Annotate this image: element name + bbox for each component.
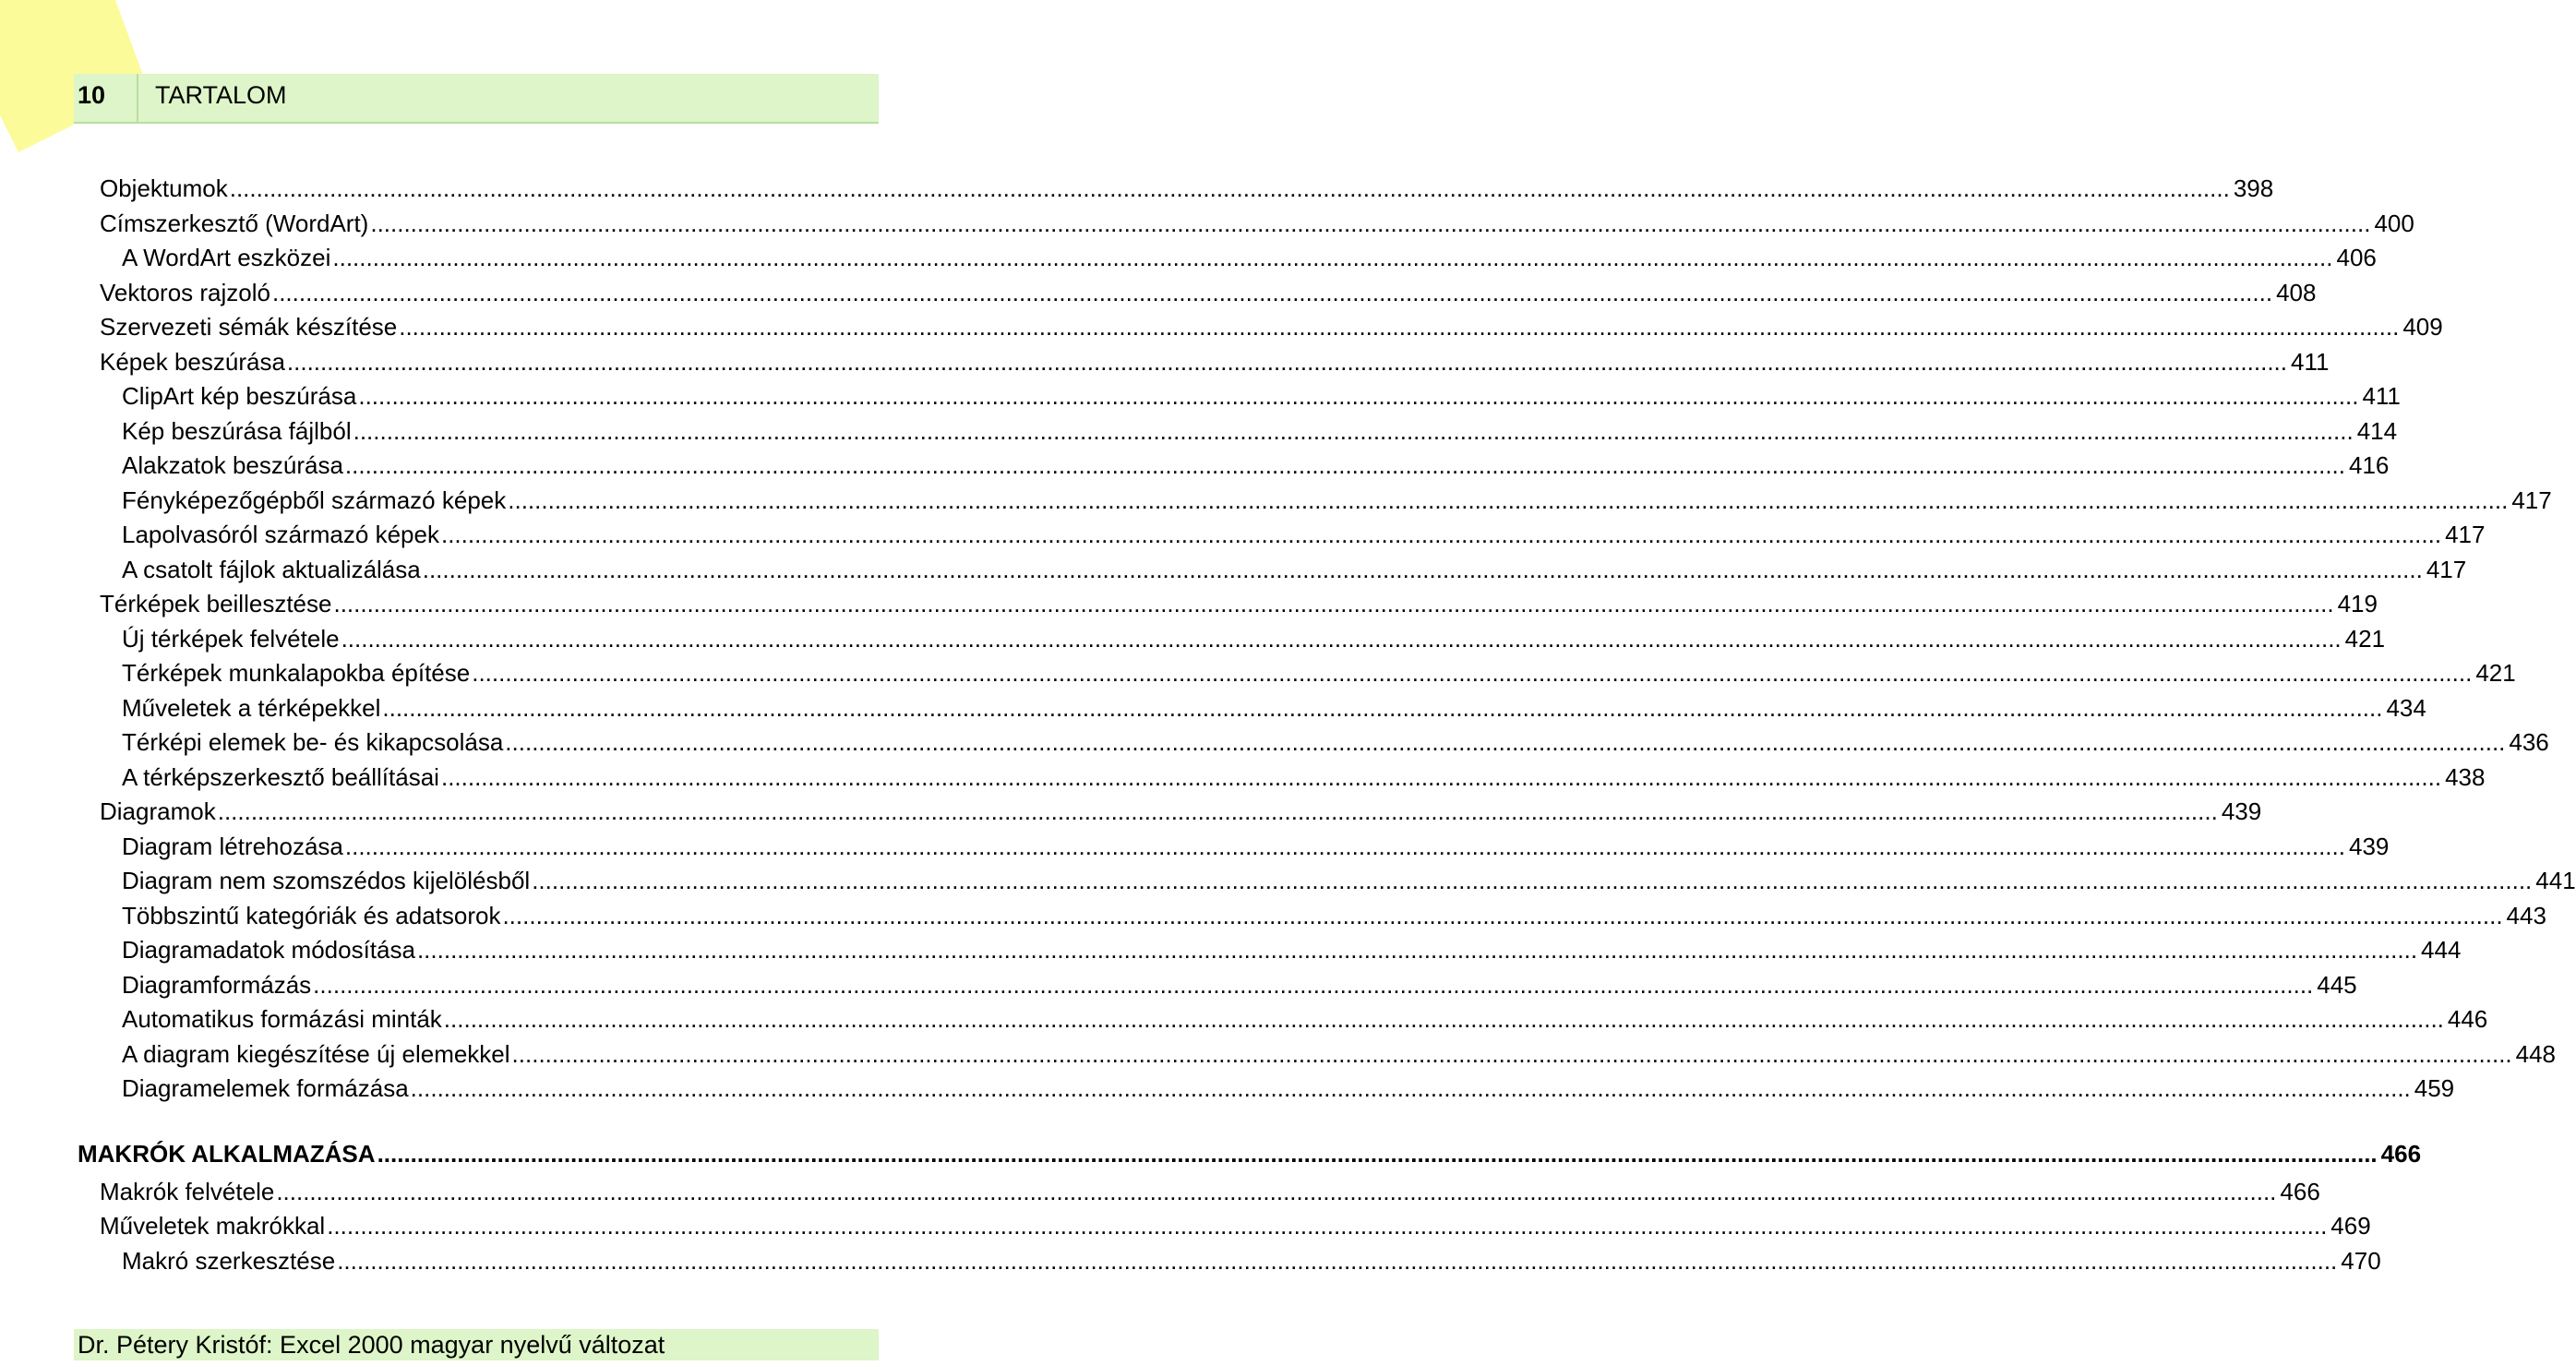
toc-leader-dots: ............................................................................................................................................................................................................................................................................................................ <box>337 1246 2338 1275</box>
toc-leader-dots: ............................................................................................................................................................................................................................................................................................................ <box>341 624 2342 653</box>
toc-entry-title: Diagram nem szomszédos kijelölésből <box>122 867 531 895</box>
toc-leader-dots: ............................................................................................................................................................................................................................................................................................................ <box>271 278 2273 306</box>
toc-entry-page: 448 <box>2515 1039 2557 1068</box>
toc-entry <box>78 310 2443 345</box>
toc-entry-page: 436 <box>2509 728 2549 757</box>
toc-entry-page: 459 <box>2414 1074 2455 1103</box>
toc-leader-dots: ............................................................................................................................................................................................................................................................................................................ <box>276 1177 2277 1205</box>
toc-entry <box>78 345 2330 380</box>
toc-entry-page: 400 <box>2374 209 2414 237</box>
toc-leader-dots: ............................................................................................................................................................................................................................................................................................................ <box>416 936 2418 965</box>
toc-leader-dots: ............................................................................................................................................................................................................................................................................................................ <box>332 244 2333 272</box>
toc-entry <box>78 830 2390 865</box>
toc-entry <box>78 725 2549 761</box>
toc-entry <box>78 691 2426 726</box>
toc-entry <box>78 1175 2320 1210</box>
toc-entry-page: 466 <box>2380 1140 2422 1168</box>
toc-entry-title: Fényképezőgépből származó képek <box>122 485 507 514</box>
toc-entry-title: Diagramelemek formázása <box>122 1074 409 1103</box>
toc-entry <box>78 795 2262 830</box>
toc-leader-dots: ............................................................................................................................................................................................................................................................................................................ <box>344 832 2345 860</box>
toc-entry <box>78 449 2390 484</box>
toc-entry-page: 411 <box>2291 347 2330 376</box>
toc-entry-page: 421 <box>2475 659 2516 688</box>
toc-entry-title: ClipArt kép beszúrása <box>122 382 357 411</box>
toc-entry-page: 470 <box>2341 1246 2381 1275</box>
toc-entry-title: Diagramformázás <box>122 970 312 999</box>
toc-entry-title: A diagram kiegészítése új elemekkel <box>122 1039 510 1068</box>
toc-leader-dots: ............................................................................................................................................................................................................................................................................................................ <box>508 485 2509 514</box>
toc-entry-page: 419 <box>2337 590 2378 618</box>
toc-entry <box>78 933 2462 968</box>
toc-entry-title: Automatikus formázási minták <box>122 1005 442 1034</box>
toc-entry-title: Diagramadatok módosítása <box>122 936 415 965</box>
toc-entry-title: A csatolt fájlok aktualizálása <box>122 555 421 583</box>
toc-leader-dots: ............................................................................................................................................................................................................................................................................................................ <box>353 416 2354 445</box>
toc-entry-title: Alakzatok beszúrása <box>122 451 343 480</box>
toc-entry-page: 439 <box>2348 832 2390 860</box>
toc-leader-dots: ............................................................................................................................................................................................................................................................................................................ <box>217 797 2218 826</box>
toc-leader-dots: ............................................................................................................................................................................................................................................................................................................ <box>422 555 2423 583</box>
toc-entry <box>78 899 2546 934</box>
toc-entry-title: Makrók felvétele <box>100 1177 275 1205</box>
toc-leader-dots: ............................................................................................................................................................................................................................................................................................................ <box>472 659 2473 688</box>
toc-entry-title: Kép beszúrása fájlból <box>122 416 352 445</box>
toc-entry-title: Térképek beillesztése <box>100 590 332 618</box>
toc-entry <box>78 1072 2455 1107</box>
toc-entry <box>78 518 2486 553</box>
toc-leader-dots: ............................................................................................................................................................................................................................................................................................................ <box>370 209 2371 237</box>
toc-leader-dots: ............................................................................................................................................................................................................................................................................................................ <box>327 1212 2328 1240</box>
toc-leader-dots: ............................................................................................................................................................................................................................................................................................................ <box>377 1140 2378 1168</box>
toc-entry <box>78 484 2552 519</box>
page-header <box>74 74 879 124</box>
toc-leader-dots: ............................................................................................................................................................................................................................................................................................................ <box>440 762 2442 791</box>
toc-leader-dots: ............................................................................................................................................................................................................................................................................................................ <box>532 867 2533 895</box>
toc-entry <box>78 1134 2422 1175</box>
toc-entry-page: 417 <box>2511 485 2552 514</box>
toc-entry-page: 439 <box>2221 797 2262 826</box>
toc-entry <box>78 241 2377 276</box>
toc-entry <box>78 1209 2371 1244</box>
toc-entry <box>78 587 2378 622</box>
toc-entry-title: Többszintű kategóriák és adatsorok <box>122 901 501 929</box>
toc-entry-title: Objektumok <box>100 174 228 203</box>
toc-entry-page: 411 <box>2362 382 2401 411</box>
toc-entry-page: 438 <box>2445 762 2486 791</box>
toc-leader-dots: ............................................................................................................................................................................................................................................................................................................ <box>229 174 2230 203</box>
toc-entry <box>78 414 2398 449</box>
toc-entry-page: 408 <box>2276 278 2317 306</box>
toc-entry-title: Térképi elemek be- és kikapcsolása <box>122 728 504 757</box>
toc-leader-dots: ............................................................................................................................................................................................................................................................................................................ <box>313 970 2314 999</box>
toc-entry-page: 441 <box>2535 867 2576 895</box>
page-number: 10 <box>74 74 138 122</box>
toc-leader-dots: ............................................................................................................................................................................................................................................................................................................ <box>443 1005 2444 1034</box>
toc-entry <box>78 864 2576 899</box>
toc-entry-page: 409 <box>2402 313 2443 342</box>
toc-entry <box>78 622 2386 657</box>
toc-entry-page: 414 <box>2356 416 2398 445</box>
toc-entry-title: A WordArt eszközei <box>122 244 331 272</box>
toc-leader-dots: ............................................................................................................................................................................................................................................................................................................ <box>502 901 2503 929</box>
toc-entry-page: 443 <box>2506 901 2546 929</box>
toc-leader-dots: ............................................................................................................................................................................................................................................................................................................ <box>286 347 2287 376</box>
table-of-contents <box>78 172 2576 1278</box>
toc-leader-dots: ............................................................................................................................................................................................................................................................................................................ <box>511 1039 2512 1068</box>
toc-entry-title: Diagramok <box>100 797 216 826</box>
toc-entry-page: 417 <box>2445 521 2486 549</box>
toc-leader-dots: ............................................................................................................................................................................................................................................................................................................ <box>333 590 2334 618</box>
toc-entry <box>78 968 2357 1003</box>
toc-entry-page: 444 <box>2421 936 2462 965</box>
toc-leader-dots: ............................................................................................................................................................................................................................................................................................................ <box>410 1074 2411 1103</box>
toc-entry-page: 445 <box>2317 970 2357 999</box>
toc-entry <box>78 172 2274 207</box>
toc-leader-dots: ............................................................................................................................................................................................................................................................................................................ <box>505 728 2506 757</box>
toc-entry-page: 446 <box>2447 1005 2488 1034</box>
toc-entry-title: Vektoros rajzoló <box>100 278 270 306</box>
toc-entry-title: Új térképek felvétele <box>122 624 340 653</box>
toc-entry-page: 469 <box>2330 1212 2371 1240</box>
toc-entry-title: Műveletek a térképekkel <box>122 693 381 722</box>
toc-entry-title: Műveletek makrókkal <box>100 1212 326 1240</box>
toc-entry-title: Térképek munkalapokba építése <box>122 659 471 688</box>
toc-entry-page: 398 <box>2233 174 2274 203</box>
toc-entry-page: 434 <box>2386 693 2426 722</box>
toc-entry-title: Címszerkesztő (WordArt) <box>100 209 369 237</box>
toc-leader-dots: ............................................................................................................................................................................................................................................................................................................ <box>382 693 2383 722</box>
toc-entry <box>78 656 2516 691</box>
page-footer: Dr. Pétery Kristóf: Excel 2000 magyar nyelvű változat <box>74 1329 879 1360</box>
toc-entry-page: 421 <box>2344 624 2386 653</box>
toc-entry-page: 466 <box>2280 1177 2320 1205</box>
toc-entry <box>78 1244 2381 1279</box>
toc-leader-dots: ............................................................................................................................................................................................................................................................................................................ <box>440 521 2442 549</box>
toc-entry-title: Diagram létrehozása <box>122 832 343 860</box>
toc-entry <box>78 379 2401 414</box>
toc-entry <box>78 553 2467 588</box>
toc-entry-page: 417 <box>2426 555 2467 583</box>
toc-entry-title: Makró szerkesztése <box>122 1246 336 1275</box>
toc-entry <box>78 207 2414 242</box>
toc-entry-title: Lapolvasóról származó képek <box>122 521 439 549</box>
toc-entry-title: Képek beszúrása <box>100 347 285 376</box>
toc-entry-page: 406 <box>2336 244 2377 272</box>
toc-leader-dots: ............................................................................................................................................................................................................................................................................................................ <box>358 382 2359 411</box>
toc-leader-dots: ............................................................................................................................................................................................................................................................................................................ <box>344 451 2345 480</box>
toc-entry <box>78 1037 2557 1072</box>
toc-entry-page: 416 <box>2349 451 2390 480</box>
toc-leader-dots: ............................................................................................................................................................................................................................................................................................................ <box>399 313 2400 342</box>
toc-entry-title: MAKRÓK ALKALMAZÁSA <box>78 1140 376 1168</box>
toc-entry <box>78 276 2317 311</box>
toc-entry-title: A térképszerkesztő beállításai <box>122 762 439 791</box>
toc-entry-title: Szervezeti sémák készítése <box>100 313 398 342</box>
toc-entry <box>78 761 2486 796</box>
page-title: TARTALOM <box>155 81 287 109</box>
toc-entry <box>78 1002 2488 1037</box>
